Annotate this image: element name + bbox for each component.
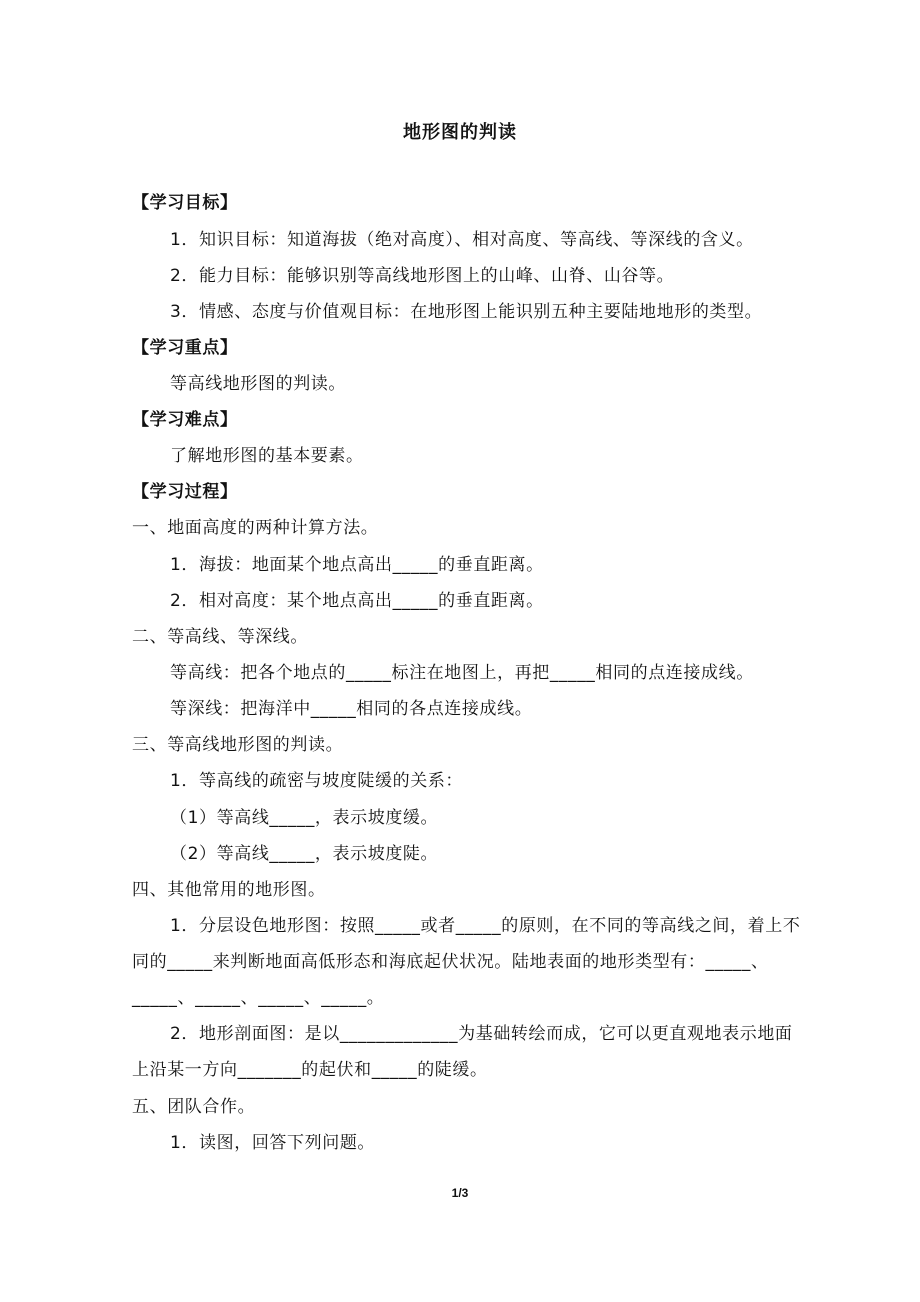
heading-difficulties: 【学习难点】 bbox=[132, 410, 238, 430]
section-3-item-1a: （1）等高线_____，表示坡度缓。 bbox=[170, 808, 439, 828]
section-4-item-2-line-1: 2．地形剖面图：是以_____________为基础转绘而成，它可以更直观地表示地面 bbox=[170, 1024, 793, 1044]
section-3-item-1b: （2）等高线_____，表示坡度陡。 bbox=[170, 844, 439, 864]
heading-learning-goals: 【学习目标】 bbox=[132, 193, 238, 213]
heading-process: 【学习过程】 bbox=[132, 482, 238, 502]
section-2-contour: 等高线：把各个地点的_____标注在地图上，再把_____相同的点连接成线。 bbox=[170, 663, 754, 683]
section-4-item-1-line-1: 1．分层设色地形图：按照_____或者_____的原则，在不同的等高线之间，着上不 bbox=[170, 916, 801, 936]
key-point-text: 等高线地形图的判读。 bbox=[170, 374, 346, 394]
goal-attitude: 3．情感、态度与价值观目标：在地形图上能识别五种主要陆地地形的类型。 bbox=[170, 302, 763, 322]
section-3-item-1: 1．等高线的疏密与坡度陡缓的关系： bbox=[170, 771, 464, 791]
section-1-item-1: 1．海拔：地面某个地点高出_____的垂直距离。 bbox=[170, 555, 544, 575]
section-5-item-1: 1．读图，回答下列问题。 bbox=[170, 1133, 376, 1153]
section-4-item-1-line-2: 同的_____来判断地面高低形态和海底起伏状况。陆地表面的地形类型有：_____、 bbox=[132, 952, 769, 972]
section-3-title: 三、等高线地形图的判读。 bbox=[132, 735, 344, 755]
section-4-item-2-line-2: 上沿某一方向_______的起伏和_____的陡缓。 bbox=[132, 1060, 488, 1080]
section-2-title: 二、等高线、等深线。 bbox=[132, 627, 308, 647]
section-2-isobath: 等深线：把海洋中_____相同的各点连接成线。 bbox=[170, 699, 533, 719]
heading-key-points: 【学习重点】 bbox=[132, 338, 238, 358]
page-number: 1/3 bbox=[451, 1186, 469, 1200]
difficulty-text: 了解地形图的基本要素。 bbox=[170, 446, 364, 466]
section-1-item-2: 2．相对高度：某个地点高出_____的垂直距离。 bbox=[170, 591, 544, 611]
section-4-item-1-line-3: _____、_____、_____、_____。 bbox=[132, 988, 385, 1008]
section-4-title: 四、其他常用的地形图。 bbox=[132, 880, 326, 900]
section-1-title: 一、地面高度的两种计算方法。 bbox=[132, 518, 379, 538]
document-title: 地形图的判读 bbox=[403, 122, 517, 143]
goal-knowledge: 1．知识目标：知道海拔（绝对高度）、相对高度、等高线、等深线的含义。 bbox=[170, 230, 754, 250]
goal-ability: 2．能力目标：能够识别等高线地形图上的山峰、山脊、山谷等。 bbox=[170, 266, 675, 286]
section-5-title: 五、团队合作。 bbox=[132, 1097, 256, 1117]
